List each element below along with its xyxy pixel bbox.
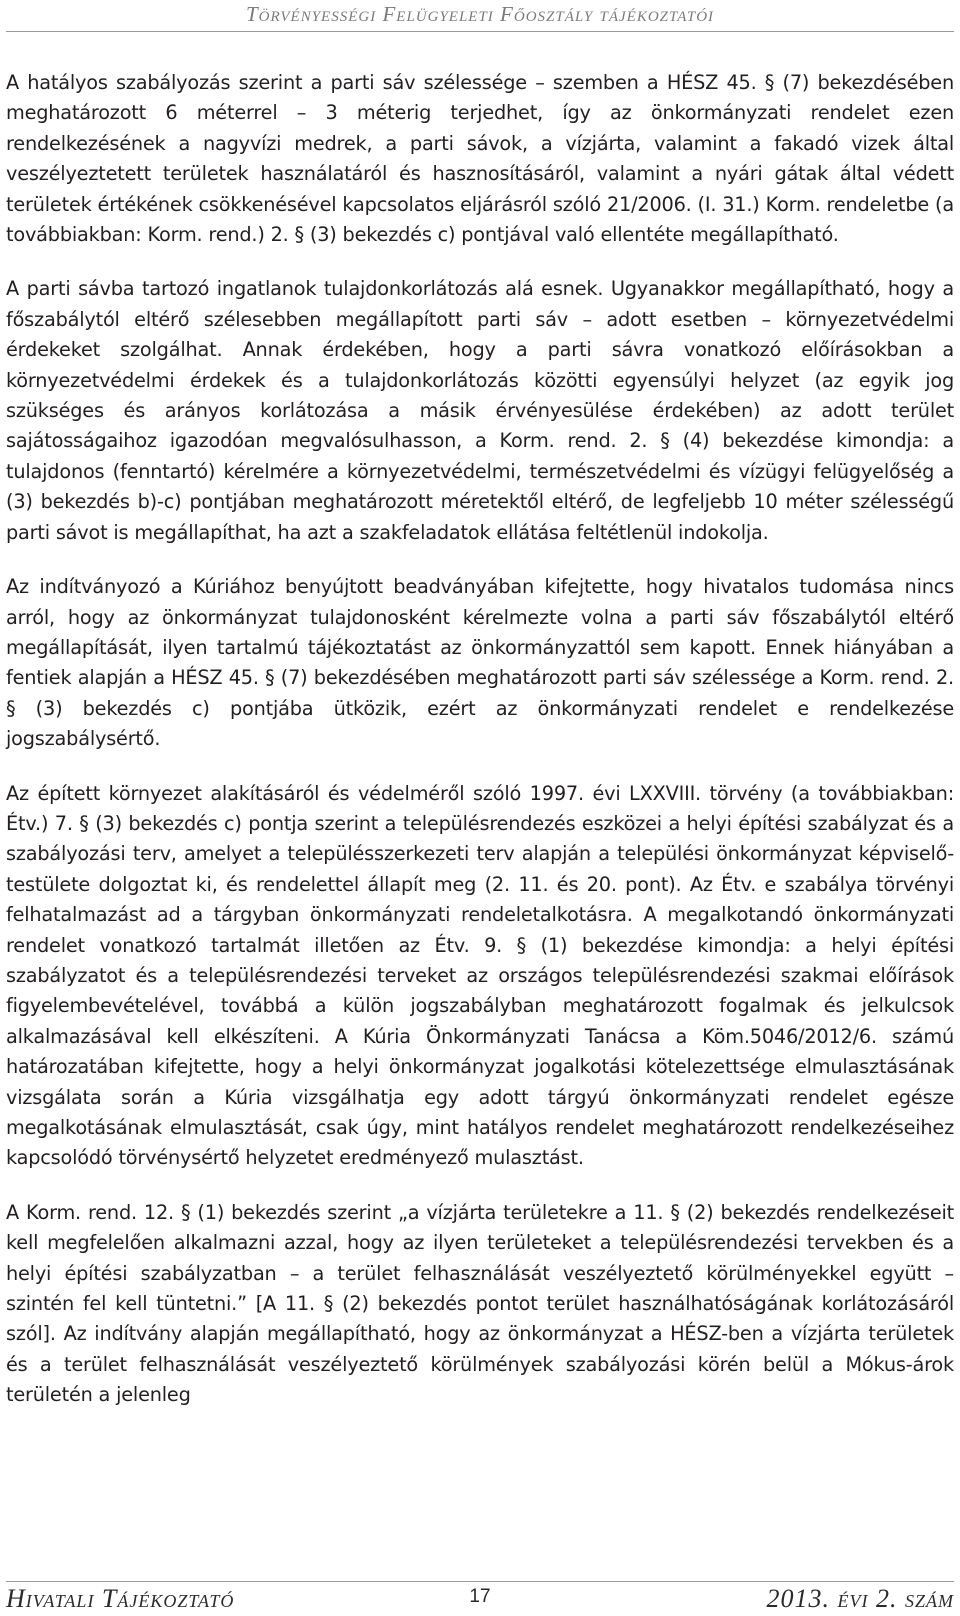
page-number: 17 [469, 1586, 491, 1607]
body-paragraph: Az indítványozó a Kúriához benyújtott beadványában kifejtette, hogy hivatalos tudomása nincs arról, hogy az önkormányzat tulajdonosként kérelmezte volna a parti sáv főszabálytól eltérő megállapítását, ilyen tartalmú tájékoztatást az önkormányzattól sem kapott. Ennek hiányában a fentiek alapján a HÉSZ 45. § (7) bekezdésében meghatározott parti sáv szélessége a Korm. rend. 2. § (3) bekezdés c) pontjába ütközik, ezért az önkormányzati rendelet e rendelkezése jogszabálysértő. [6, 575, 954, 751]
issue-label: 2013. évi 2. szám [766, 1584, 954, 1613]
body-paragraph: A parti sávba tartozó ingatlanok tulajdonkorlátozás alá esnek. Ugyanakkor megállapítható, hogy a főszabálytól eltérő szélesebben megállapított parti sáv – adott esetben – környezetvédelmi érdekeket szolgálhat. Annak érdekében, hogy a parti sávra vonatkozó előírásokban a környezetvédelmi érdekek és a tulajdonkorlátozás közötti egyensúlyi helyzet (az egyik jog szükséges és arányos korlátozása a másik érvényesülése érdekében) az adott terület sajátosságaihoz igazodóan megvalósulhasson, a Korm. rend. 2. § (4) bekezdése kimondja: a tulajdonos (fenntartó) kérelmére a környezetvédelmi, természetvédelmi és vízügyi felügyelőség a (3) bekezdés b)-c) pontjában meghatározott méretektől eltérő, de legfeljebb 10 méter szélességű parti sávot is megállapíthat, ha azt a szakfeladatok ellátása feltétlenül indokolja. [6, 277, 954, 544]
page-footer [6, 1584, 954, 1614]
body-paragraph: A hatályos szabályozás szerint a parti sáv szélessége – szemben a HÉSZ 45. § (7) bekezdésében meghatározott 6 méterrel – 3 méterig terjedhet, így az önkormányzati rendelet ezen rendelkezésének a nagyvízi medrek, a parti sávok, a vízjárta, valamint a fakadó vizek által veszélyeztetett területek használatáról és hasznosításáról, valamint a nyári gátak által védett területek értékének csökkenésével kapcsolatos eljárásról szóló 21/2006. (I. 31.) Korm. rendeletbe (a továbbiakban: Korm. rend.) 2. § (3) bekezdés c) pontjával való ellentéte megállapítható. [6, 71, 954, 247]
body-paragraph: Az épített környezet alakításáról és védelméről szóló 1997. évi LXXVIII. törvény (a továbbiakban: Étv.) 7. § (3) bekezdés c) pontja szerint a településrendezés eszközei a helyi építési szabályzat és a szabályozási terv, amelyet a településszerkezeti terv alapján a települési önkormányzat képviselő-testülete dolgoztat ki, és rendelettel állapít meg (2. 11. és 20. pont). Az Étv. e szabálya törvényi felhatalmazást ad a tárgyban önkormányzati rendeletalkotásra. A megalkotandó önkormányzati rendelet vonatkozó tartalmát illetően az Étv. 9. § (1) bekezdése kimondja: a helyi építési szabályzatot és a településrendezési terveket az országos településrendezési szakmai előírások figyelembevételével, továbbá a külön jogszabályban meghatározott fogalmak és jelkulcsok alkalmazásával kell elkészíteni. A Kúria Önkormányzati Tanácsa a Köm.5046/2012/6. számú határozatában kifejtette, hogy a helyi önkormányzat jogalkotási kötelezettsége elmulasztásának vizsgálata során a Kúria vizsgálhatja egy adott tárgyú önkormányzati rendelet egésze megalkotásának elmulasztását, csak úgy, mint hatályos rendelet meghatározott rendelkezéseihez kapcsolódó törvénysértő helyzetet eredményező mulasztást. [6, 781, 954, 1170]
header-divider [6, 31, 954, 32]
body-paragraph: A Korm. rend. 12. § (1) bekezdés szerint „a vízjárta területekre a 11. § (2) bekezdés rendelkezéseit kell megfelelően alkalmazni azzal, hogy az ilyen területeket a településrendezési tervekben és a helyi építési szabályzatban – a terület felhasználását veszélyeztető körülményekkel együtt – szintén fel kell tüntetni.” [A 11. § (2) bekezdés pontot terület használhatóságának korlátozásáról szól]. Az indítvány alapján megállapítható, hogy az önkormányzat a HÉSZ-ben a vízjárta területek és a terület felhasználását veszélyeztető körülmények szabályozási körén belül a Mókus-árok területén a jelenleg [6, 1200, 954, 1407]
running-header: Törvényességi Felügyeleti Főosztály tájékoztatói [245, 2, 715, 26]
publication-title: Hivatali Tájékoztató [6, 1584, 235, 1613]
document-body [6, 68, 954, 1411]
footer-divider [6, 1581, 954, 1582]
